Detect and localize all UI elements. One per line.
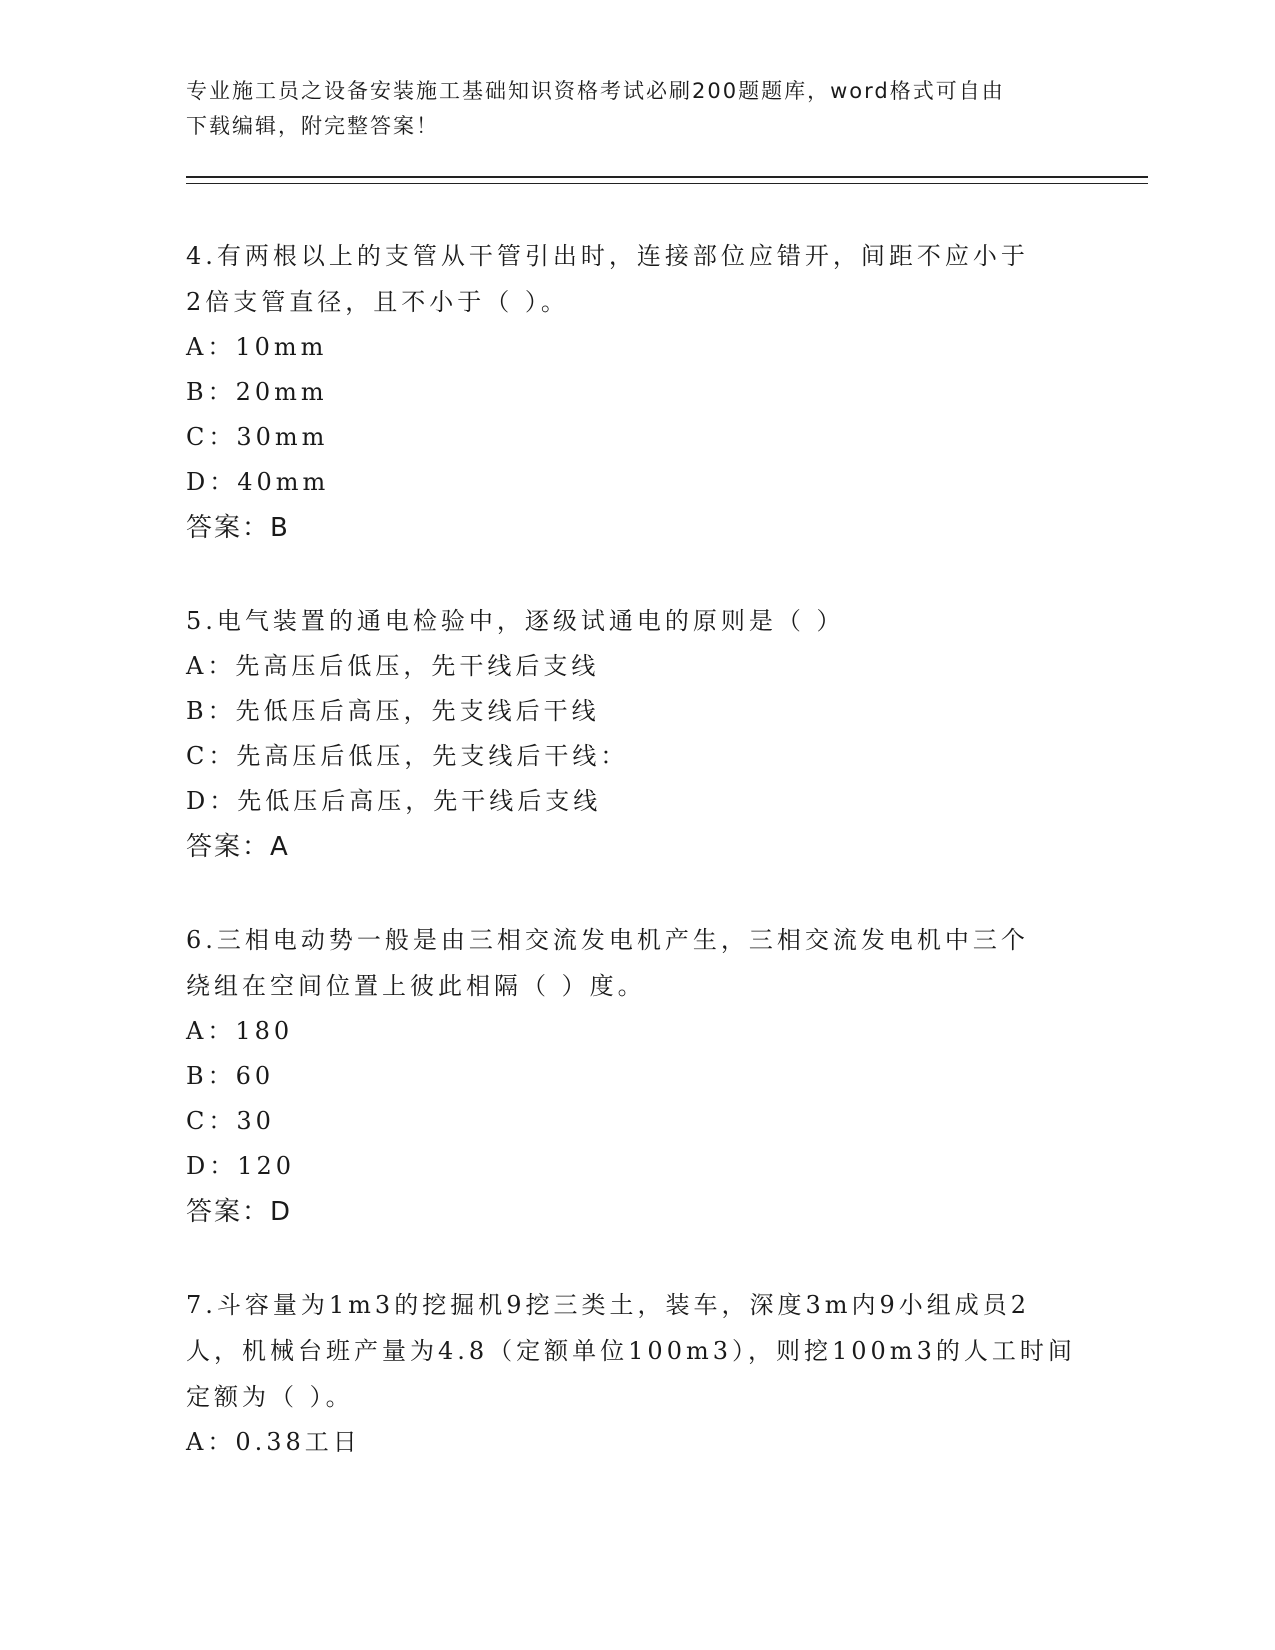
question-stem: 2倍支管直径，且不小于（ ）。 [186, 288, 569, 316]
header-divider-thin [186, 183, 1148, 184]
option-list [186, 1009, 1086, 1189]
option-c: C：30 [186, 1107, 275, 1135]
answer-text: 答案：B [186, 513, 290, 543]
answer-text: 答案：A [186, 832, 290, 862]
option-list [186, 325, 1086, 505]
option-c: C：30mm [186, 423, 329, 451]
option-d: D：120 [186, 1152, 296, 1180]
option-b: B：20mm [186, 378, 328, 406]
option-b: B：先低压后高压，先支线后干线 [186, 697, 600, 725]
option-a: A：180 [186, 1017, 294, 1045]
option-list [186, 1420, 1086, 1465]
question-list [186, 233, 1086, 1512]
option-c: C：先高压后低压，先支线后干线： [186, 742, 629, 770]
question-4 [186, 233, 1086, 551]
option-d: D：先低压后高压，先干线后支线 [186, 787, 602, 815]
option-list [186, 644, 1086, 824]
question-stem: 人，机械台班产量为4.8（定额单位100m3），则挖100m3的人工时间 [186, 1337, 1076, 1365]
question-stem: 定额为（ ）。 [186, 1383, 354, 1411]
question-stem: 7.斗容量为1m3的挖掘机9挖三类土，装车，深度3m内9小组成员2 [186, 1291, 1031, 1319]
question-7 [186, 1282, 1086, 1465]
question-stem: 绕组在空间位置上彼此相隔（ ）度。 [186, 972, 646, 1000]
question-stem: 6.三相电动势一般是由三相交流发电机产生，三相交流发电机中三个 [186, 926, 1029, 954]
question-stem: 4.有两根以上的支管从干管引出时，连接部位应错开，间距不应小于 [186, 242, 1029, 270]
header-divider [186, 176, 1148, 178]
header-line-1: 专业施工员之设备安装施工基础知识资格考试必刷200题题库，word格式可自由 [186, 79, 1005, 103]
option-b: B：60 [186, 1062, 275, 1090]
question-5 [186, 598, 1086, 870]
option-a: A：0.38工日 [186, 1428, 361, 1456]
answer-text: 答案：D [186, 1197, 293, 1227]
option-d: D：40mm [186, 468, 330, 496]
question-6 [186, 917, 1086, 1235]
option-a: A：10mm [186, 333, 328, 361]
header-line-2: 下载编辑，附完整答案！ [186, 114, 439, 138]
document-header [186, 74, 1066, 144]
option-a: A：先高压后低压，先干线后支线 [186, 652, 600, 680]
question-stem: 5.电气装置的通电检验中，逐级试通电的原则是（ ） [186, 607, 845, 635]
